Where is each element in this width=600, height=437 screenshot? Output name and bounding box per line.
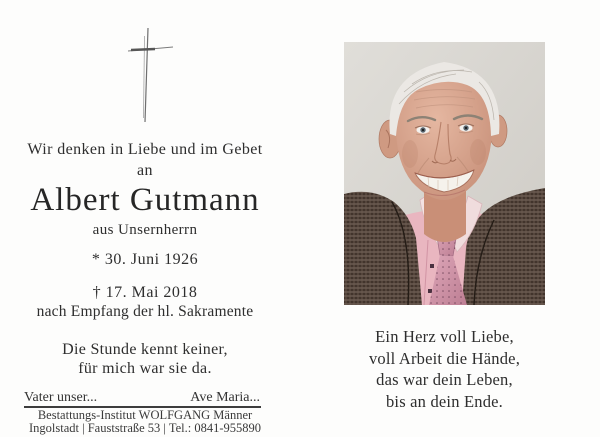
epitaph-line-1: Die Stunde kennt keiner, (62, 341, 228, 358)
poem-line-2: voll Arbeit die Hände, (368, 348, 521, 368)
death-date: † 17. Mai 2018 (92, 284, 198, 301)
poem-text (344, 326, 545, 412)
deceased-origin: aus Unsernherrn (92, 222, 198, 238)
intro-line-1: Wir denken in Liebe und im Gebet (27, 141, 263, 158)
deceased-name: Albert Gutmann (30, 182, 260, 218)
epitaph-line-2: für mich war sie da. (78, 360, 212, 377)
epitaph-text (0, 340, 290, 378)
portrait-photo (344, 42, 545, 305)
funeral-home-address: Ingolstadt | Fauststraße 53 | Tel.: 0841-955890 (28, 421, 261, 435)
intro-text (0, 139, 290, 181)
prayer-left: Vater unser... (24, 390, 98, 405)
death-note: nach Empfang der hl. Sakramente (36, 303, 254, 320)
memorial-cross-icon (110, 20, 180, 130)
prayer-row (24, 390, 260, 406)
funeral-home-name: Bestattungs-Institut WOLFGANG Männer (37, 408, 253, 422)
intro-line-2: an (137, 162, 153, 179)
birth-date: * 30. Juni 1926 (91, 251, 199, 268)
poem-line-1: Ein Herz voll Liebe, (375, 327, 514, 346)
poem-line-3: das war dein Leben, (376, 370, 513, 389)
prayer-right: Ave Maria... (190, 390, 260, 405)
poem-line-4: bis an dein Ende. (385, 391, 504, 411)
